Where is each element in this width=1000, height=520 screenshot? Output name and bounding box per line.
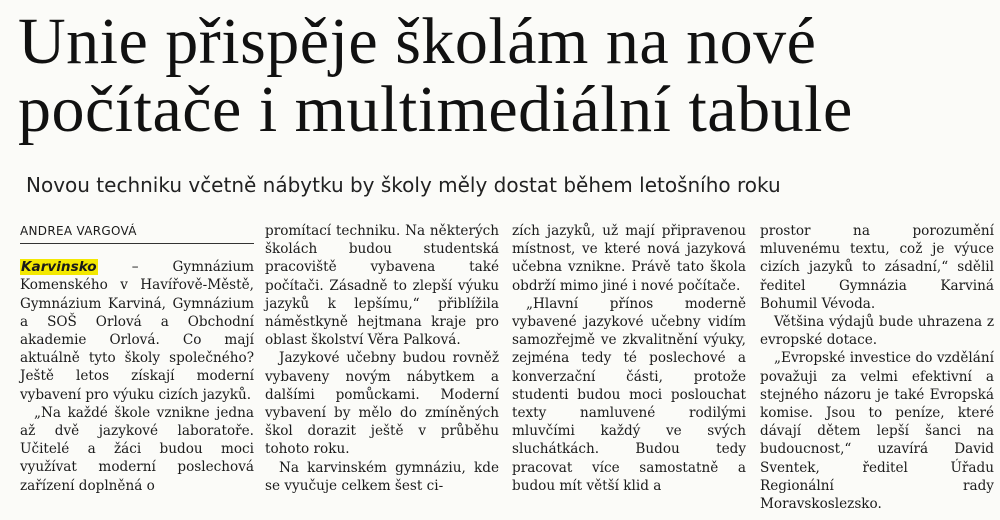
paragraph: Většina výdajů bude uhrazena z evropské dotace. — [760, 314, 994, 349]
paragraph-text: – Gymnázium Komenského v Havířově-Městě, Gymnázium Karviná, Gymnázium a SOŠ Orlová a Obchodní akademie Orlová. Co mají aktuálně tyto školy společného? Ještě letos získají moderní vybavení pro výuku cizích jazyků. — [20, 259, 254, 403]
paragraph: zích jazyků, už mají připravenou místnost, ve které nová jazyková učebna vznikne. Právě tato škola obdrží mimo jiné i nové počítače. — [512, 223, 746, 294]
article-column-2 — [265, 222, 499, 495]
paragraph: prostor na porozumění mluvenému textu, což je výuce cizích jazyků to zásadní,“ sdělil ředitel Gymnázia Karviná Bohumil Vévoda. — [760, 223, 994, 312]
paragraph: Na karvinském gymnáziu, kde se vyučuje celkem šest ci- — [265, 459, 499, 494]
article-column-1 — [20, 222, 254, 495]
paragraph: promítací techniku. Na některých školách budou studentská pracoviště vybavena také počítači. Zásadně to zlepší výuku jazyků k lepšímu,“ přiblížila náměstkyně hejtmana kraje pro oblast školství Věra Palková. — [265, 223, 499, 349]
dateline: Karvinsko — [21, 259, 97, 276]
byline: ANDREA VARGOVÁ — [20, 222, 254, 244]
article-headline: Unie přispěje školám na nové počítače i multimediální tabule — [18, 5, 853, 146]
paragraph: „Hlavní přínos moderně vybavené jazykové učebny vidím samozřejmě ve zkvalitnění výuky, zejména tedy té poslechové a konverzační části, protože studenti budou moci poslouchat texty namluvené rodilými mluvčími každý ve svých sluchátkách. Budou tedy pracovat více samostatně a budou mít větší klid a — [512, 295, 746, 494]
article-subheadline: Novou techniku včetně nábytku by školy měly dostat během letošního roku — [26, 173, 781, 197]
paragraph: „Na každé škole vznikne jedna až dvě jazykové laboratoře. Učitelé a žáci budou moci využívat moderní poslechová zařízení doplněná o — [20, 404, 254, 494]
paragraph: Jazykové učebny budou rovněž vybaveny novým nábytkem a dalšími pomůckami. Moderní vybavení by mělo do zmíněných škol dorazit ještě v průběhu tohoto roku. — [265, 350, 499, 458]
article-column-4 — [760, 222, 994, 513]
paragraph: „Evropské investice do vzdělání považuji za velmi efektivní a stejného názoru je také Evropská komise. Jsou to peníze, které dávají dětem lepší šanci na budoucnost,“ uzavírá David Sventek, ředitel Úřadu Regionální rady Moravskoslezsko. — [760, 350, 994, 513]
article-column-3 — [512, 222, 746, 495]
lead-paragraph — [20, 258, 254, 404]
